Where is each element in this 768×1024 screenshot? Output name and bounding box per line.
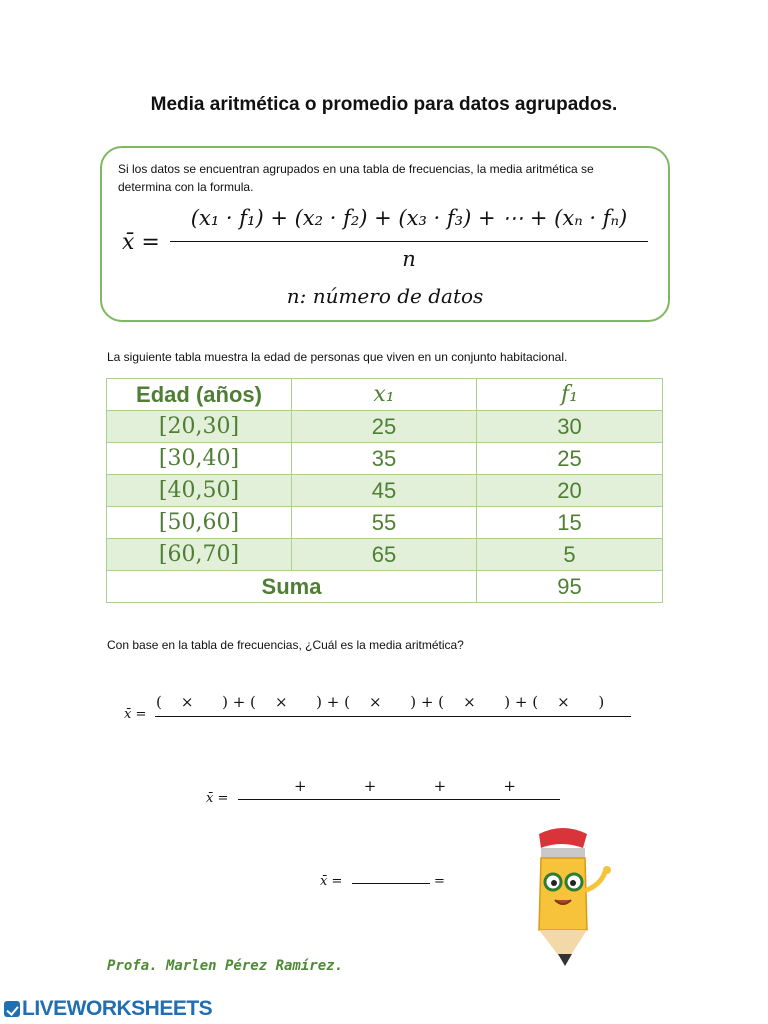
pencil-mascot-icon bbox=[525, 826, 625, 974]
step3-lhs: x̄ = bbox=[320, 874, 343, 889]
table-row bbox=[107, 475, 663, 507]
formula-intro: Si los datos se encuentran agrupados en una tabla de frecuencias, la media aritmética se determina con la formula. bbox=[118, 162, 594, 194]
formula-numerator: (x₁ · f₁) + (x₂ · f₂) + (x₃ · f₃) + ⋯ + (xₙ · fₙ) bbox=[190, 206, 628, 230]
f-cell: 20 bbox=[477, 475, 663, 507]
frequency-table bbox=[106, 378, 663, 603]
fraction-line bbox=[170, 241, 648, 242]
total-label: Suma bbox=[107, 571, 477, 603]
x-cell: 45 bbox=[292, 475, 477, 507]
table-row bbox=[107, 411, 663, 443]
interval-cell: [50,60] bbox=[107, 507, 292, 539]
interval-cell: [20,30] bbox=[107, 411, 292, 443]
table-row bbox=[107, 507, 663, 539]
footer-brand[interactable] bbox=[0, 994, 240, 1024]
total-value: 95 bbox=[477, 571, 663, 603]
table-total-row bbox=[107, 571, 663, 603]
step1-lhs: x̄ = bbox=[124, 707, 147, 722]
step2-lhs: x̄ = bbox=[206, 791, 229, 806]
table-header-row bbox=[107, 379, 663, 411]
table-intro: La siguiente tabla muestra la edad de personas que viven en un conjunto habitacional. bbox=[107, 350, 568, 364]
step1-fraction-line bbox=[155, 716, 631, 717]
n-definition: n: número de datos bbox=[286, 284, 484, 308]
x-cell: 35 bbox=[292, 443, 477, 475]
step2-fraction-line bbox=[238, 799, 560, 800]
interval-cell: [30,40] bbox=[107, 443, 292, 475]
interval-cell: [60,70] bbox=[107, 539, 292, 571]
x-cell: 55 bbox=[292, 507, 477, 539]
step3-fraction-line[interactable] bbox=[352, 883, 430, 884]
question-text: Con base en la tabla de frecuencias, ¿Cuál es la media aritmética? bbox=[107, 638, 464, 652]
interval-cell: [40,50] bbox=[107, 475, 292, 507]
formula-denominator: n bbox=[402, 247, 416, 271]
step1-blanks[interactable]: ( × ) + ( × ) + ( × ) + ( × ) + ( × ) bbox=[156, 693, 605, 711]
liveworksheets-logo-icon bbox=[4, 1001, 20, 1017]
header-x1: x₁ bbox=[292, 379, 477, 411]
author-signature: Profa. Marlen Pérez Ramírez. bbox=[107, 958, 344, 974]
f-cell: 5 bbox=[477, 539, 663, 571]
f-cell: 15 bbox=[477, 507, 663, 539]
brand-name: LIVEWORKSHEETS bbox=[22, 997, 213, 1020]
page-title: Media aritmética o promedio para datos agrupados. bbox=[150, 94, 618, 115]
header-f1: f₁ bbox=[477, 379, 663, 411]
table-row bbox=[107, 443, 663, 475]
header-edad: Edad (años) bbox=[107, 379, 292, 411]
f-cell: 30 bbox=[477, 411, 663, 443]
x-cell: 65 bbox=[292, 539, 477, 571]
x-cell: 25 bbox=[292, 411, 477, 443]
step3-equals: = bbox=[434, 874, 445, 889]
table-row bbox=[107, 539, 663, 571]
formula-lhs: x̄ = bbox=[122, 230, 160, 255]
step2-blanks[interactable]: + + + + bbox=[294, 777, 516, 795]
f-cell: 25 bbox=[477, 443, 663, 475]
